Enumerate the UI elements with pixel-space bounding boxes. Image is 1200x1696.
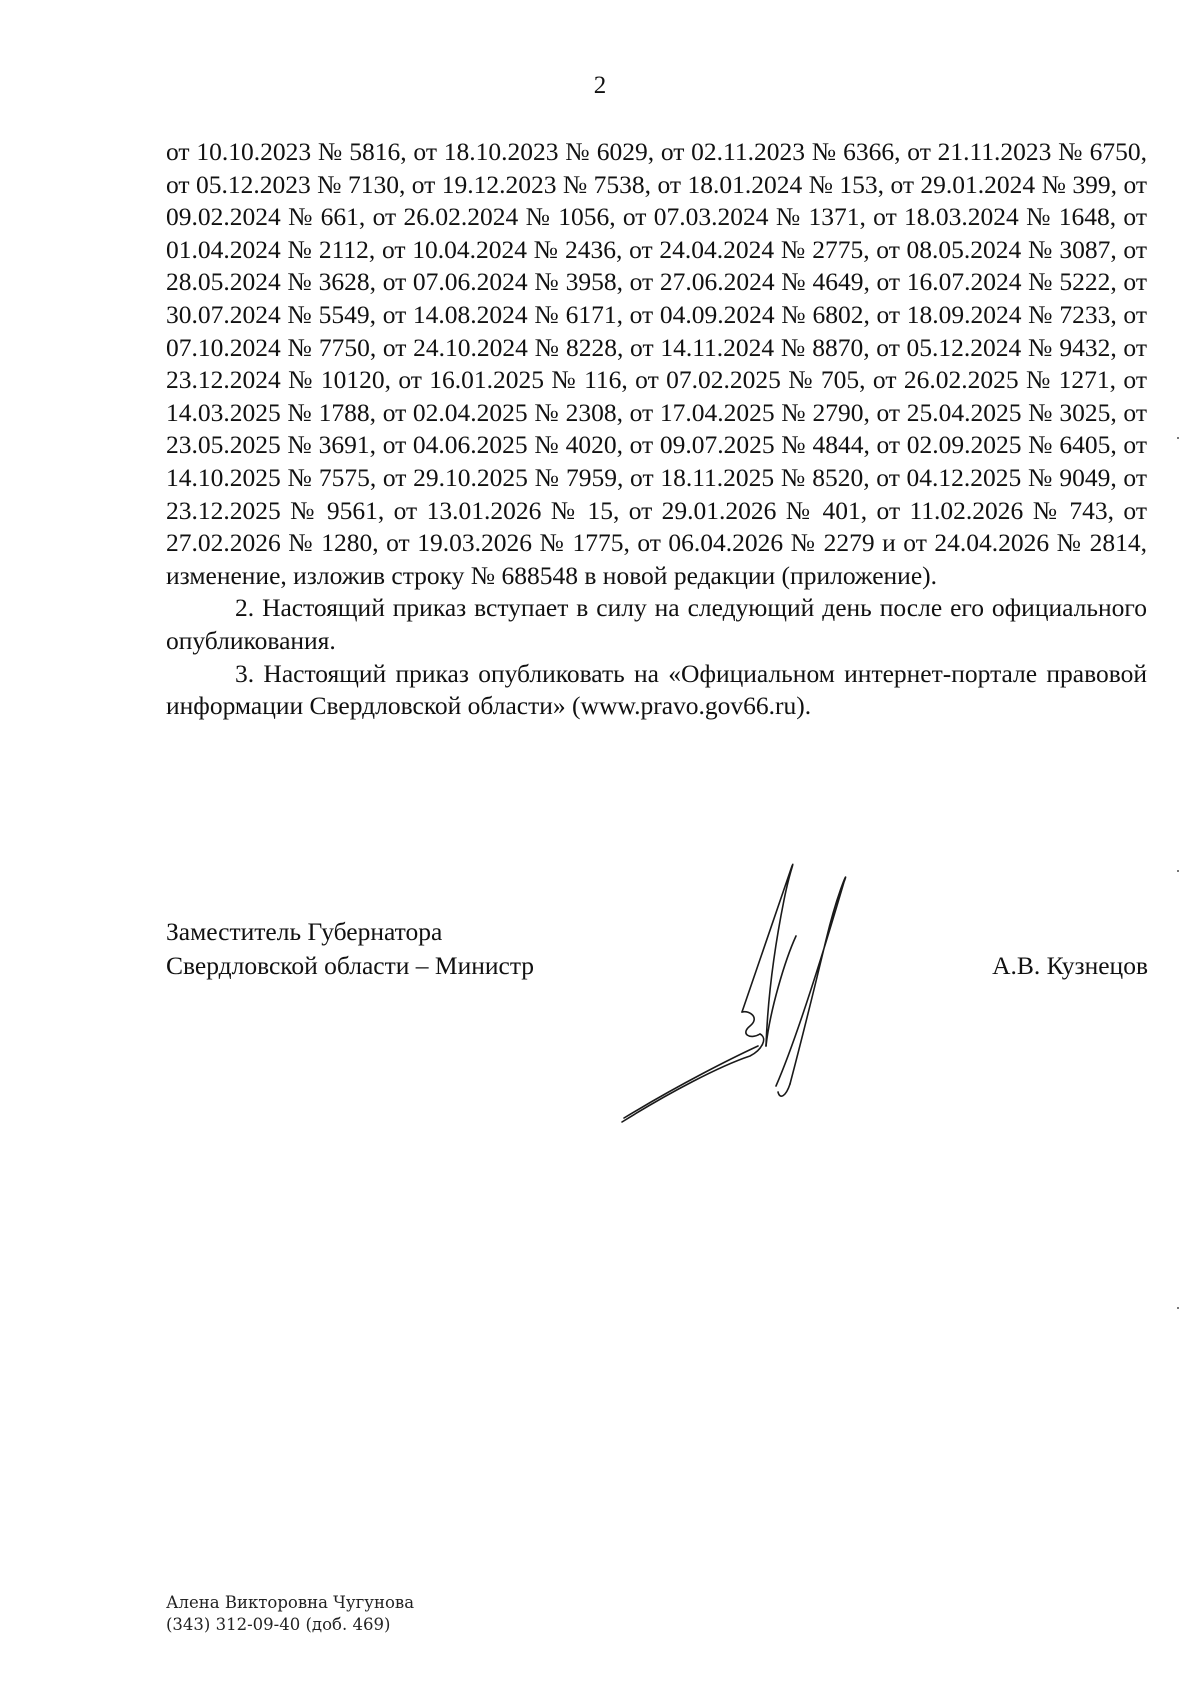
executor-name: Алена Викторовна Чугунова: [166, 1593, 415, 1612]
page-number: 2: [593, 72, 607, 99]
executor-phone: (343) 312-09-40 (доб. 469): [166, 1615, 391, 1634]
publication-paragraph: 3. Настоящий приказ опубликовать на «Официальном интернет-портале правовой информации Свердловской области» (www.pravo.gov66.ru).: [166, 658, 1147, 721]
executor-info: [166, 1592, 414, 1636]
scan-speck: [1177, 870, 1179, 872]
signatory-name: А.В. Кузнецов: [992, 951, 1148, 980]
signatory-position: [166, 915, 534, 983]
effective-date-paragraph: 2. Настоящий приказ вступает в силу на следующий день после его официального опубликования.: [166, 593, 1147, 655]
signatory-position-line-1: Заместитель Губернатора: [166, 917, 443, 946]
document-body: [166, 136, 1147, 723]
amendments-list-paragraph: от 10.10.2023 № 5816, от 18.10.2023 № 6029, от 02.11.2023 № 6366, от 21.11.2023 № 6750, от 05.12.2023 № 7130, от 19.12.2023 № 7538, от 18.01.2024 № 153, от 29.01.2024 № 399, от 09.02.2024 № 661, от 26.02.2024 № 1056, от 07.03.2024 № 1371, от 18.03.2024 № 1648, от 01.04.2024 № 2112, от 10.04.2024 № 2436, от 24.04.2024 № 2775, от 08.05.2024 № 3087, от 28.05.2024 № 3628, от 07.06.2024 № 3958, от 27.06.2024 № 4649, от 16.07.2024 № 5222, от 30.07.2024 № 5549, от 14.08.2024 № 6171, от 04.09.2024 № 6802, от 18.09.2024 № 7233, от 07.10.2024 № 7750, от 24.10.2024 № 8228, от 14.11.2024 № 8870, от 05.12.2024 № 9432, от 23.12.2024 № 10120, от 16.01.2025 № 116, от 07.02.2025 № 705, от 26.02.2025 № 1271, от 14.03.2025 № 1788, от 02.04.2025 № 2308, от 17.04.2025 № 2790, от 25.04.2025 № 3025, от 23.05.2025 № 3691, от 04.06.2025 № 4020, от 09.07.2025 № 4844, от 02.09.2025 № 6405, от 14.10.2025 № 7575, от 29.10.2025 № 7959, от 18.11.2025 № 8520, от 04.12.2025 № 9049, от 23.12.2025 № 9561, от 13.01.2026 № 15, от 29.01.2026 № 401, от 11.02.2026 № 743, от 27.02.2026 № 1280, от 19.03.2026 № 1775, от 06.04.2026 № 2279 и от 24.04.2026 № 2814, изменение, изложив строку № 688548 в новой редакции (приложение).: [166, 137, 1147, 590]
scan-speck: [1177, 437, 1179, 439]
handwritten-signature: [600, 860, 900, 1130]
signatory-position-line-2: Свердловской области – Министр: [166, 951, 535, 980]
scan-speck: [1177, 1307, 1179, 1309]
